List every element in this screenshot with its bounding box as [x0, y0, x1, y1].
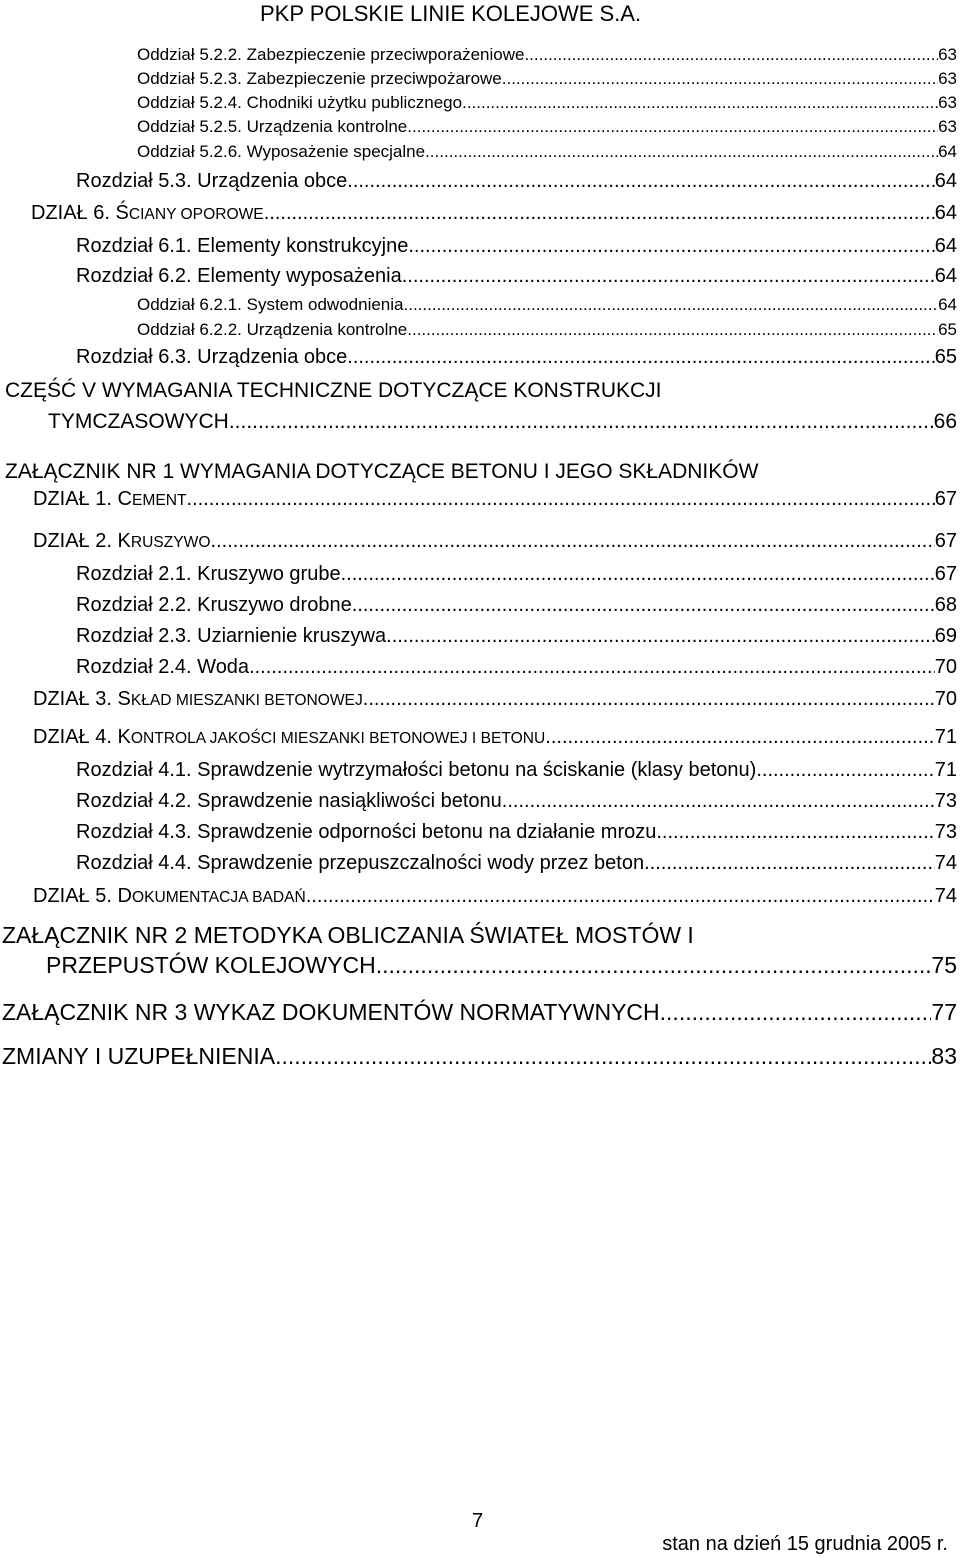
leader-dots: [187, 486, 935, 512]
toc-entry-title: Rozdział 4.3. Sprawdzenie odporności betonu na działanie mrozu: [76, 821, 657, 843]
toc-entry-page: 71: [934, 759, 957, 781]
toc-entry-title: Rozdział 4.2. Sprawdzenie nasiąkliwości betonu: [76, 790, 502, 812]
toc-entry-title: DZIAŁ 3. SKŁAD MIESZANKI BETONOWEJ: [33, 688, 363, 710]
toc-entry-page: 64: [938, 142, 957, 161]
toc-entry[interactable]: [33, 686, 957, 714]
toc-entry[interactable]: [137, 141, 957, 163]
toc-entry-title: TYMCZASOWYCH: [48, 410, 229, 433]
leader-dots: [407, 319, 938, 341]
toc-entry-page: 70: [934, 656, 957, 678]
toc-entry-page: 77: [931, 999, 957, 1025]
toc-entry[interactable]: [76, 592, 957, 618]
toc-entry-page: 73: [934, 821, 957, 843]
toc-entry[interactable]: [2, 1042, 957, 1070]
leader-dots: [264, 200, 935, 226]
toc-entry-page: 74: [934, 885, 957, 907]
toc-entry-page: 63: [938, 93, 957, 112]
toc-entry[interactable]: [137, 92, 957, 114]
toc-entry-title: DZIAŁ 2. KRUSZYWO: [33, 530, 211, 552]
toc-entry[interactable]: [137, 44, 957, 66]
toc-entry-title-line1: ZAŁĄCZNIK NR 1 WYMAGANIA DOTYCZĄCE BETONU I JEGO SKŁADNIKÓW: [5, 460, 759, 483]
toc-entry-page: 68: [934, 594, 957, 616]
leader-dots: [756, 757, 934, 783]
toc-entry-title: Rozdział 4.4. Sprawdzenie przepuszczalności wody przez beton: [76, 852, 645, 874]
toc-entry-title: Oddział 6.2.2. Urządzenia kontrolne: [137, 320, 408, 339]
leader-dots: [402, 263, 935, 289]
toc-entry[interactable]: [33, 528, 957, 556]
toc-entry-title-line1: CZĘŚĆ V WYMAGANIA TECHNICZNE DOTYCZĄCE KONSTRUKCJI: [5, 379, 662, 402]
toc-entry-title: Oddział 5.2.3. Zabezpieczenie przeciwpożarowe: [137, 69, 502, 88]
toc-entry-page: 64: [934, 170, 957, 192]
toc-entry-page: 63: [938, 69, 957, 88]
leader-dots: [660, 998, 932, 1026]
toc-entry-page: 64: [934, 202, 957, 224]
leader-dots: [545, 724, 934, 750]
leader-dots: [502, 68, 938, 90]
toc-entry[interactable]: [76, 263, 957, 289]
leader-dots: [376, 951, 932, 979]
toc-entry[interactable]: [31, 200, 957, 228]
toc-entry[interactable]: [76, 623, 957, 649]
toc-entry-page: 73: [934, 790, 957, 812]
leader-dots: [211, 528, 935, 554]
toc-entry[interactable]: [137, 294, 957, 316]
toc-entry-page: 67: [934, 530, 957, 552]
toc-entry-title: Oddział 5.2.5. Urządzenia kontrolne: [137, 117, 408, 136]
toc-entry-title: Rozdział 5.3. Urządzenia obce: [76, 170, 348, 192]
leader-dots: [386, 623, 935, 649]
toc-entry-page: 67: [934, 563, 957, 585]
toc-entry-page: 63: [938, 45, 957, 64]
toc-entry-page: 66: [933, 410, 957, 433]
leader-dots: [352, 592, 935, 618]
toc-entry-page: 69: [934, 625, 957, 647]
toc-entry[interactable]: [137, 319, 957, 341]
toc-entry[interactable]: [2, 998, 957, 1026]
toc-entry-title: Oddział 5.2.2. Zabezpieczenie przeciwporażeniowe: [137, 45, 525, 64]
toc-entry-page: 75: [931, 952, 957, 978]
leader-dots: [306, 883, 935, 909]
toc-entry-title: DZIAŁ 1. CEMENT: [33, 488, 187, 510]
toc-entry[interactable]: [76, 654, 957, 680]
leader-dots: [462, 92, 938, 114]
toc-entry[interactable]: [33, 724, 957, 752]
toc-entry-title: Rozdział 6.2. Elementy wyposażenia: [76, 265, 402, 287]
toc-entry[interactable]: [76, 819, 957, 845]
toc-entry[interactable]: [76, 168, 957, 194]
toc-entry[interactable]: [76, 561, 957, 587]
leader-dots: [644, 850, 935, 876]
toc-entry-title: DZIAŁ 6. ŚCIANY OPOROWE: [31, 202, 264, 224]
page-number: 7: [472, 1510, 484, 1532]
toc-entry-page: 71: [934, 726, 957, 748]
leader-dots: [363, 686, 935, 712]
toc-entry-title: Rozdział 6.3. Urządzenia obce: [76, 346, 348, 368]
toc-entry-title: Oddział 6.2.1. System odwodnienia: [137, 295, 404, 314]
leader-dots: [404, 294, 939, 316]
toc-entry-title: DZIAŁ 5. DOKUMENTACJA BADAŃ: [33, 885, 306, 907]
toc-entry-title: Rozdział 2.1. Kruszywo grube: [76, 563, 341, 585]
toc-entry-page: 64: [934, 265, 957, 287]
toc-entry[interactable]: [76, 788, 957, 814]
toc-entry-title: Rozdział 4.1. Sprawdzenie wytrzymałości betonu na ściskanie (klasy betonu): [76, 759, 757, 781]
toc-entry-page: 64: [938, 295, 957, 314]
leader-dots: [347, 344, 934, 370]
toc-entry-page: 74: [934, 852, 957, 874]
document-header: PKP POLSKIE LINIE KOLEJOWE S.A.: [260, 1, 642, 26]
toc-entry-page: 65: [938, 320, 957, 339]
toc-entry-page: 64: [934, 235, 957, 257]
leader-dots: [275, 1042, 931, 1070]
toc-entry-title: Oddział 5.2.4. Chodniki użytku publicznego: [137, 93, 463, 112]
toc-entry[interactable]: [76, 344, 957, 370]
toc-entry[interactable]: [33, 883, 957, 911]
toc-entry[interactable]: [48, 409, 957, 435]
toc-entry-title: ZMIANY I UZUPEŁNIENIA: [2, 1043, 276, 1069]
toc-entry[interactable]: [76, 850, 957, 876]
toc-entry-title: ZAŁĄCZNIK NR 3 WYKAZ DOKUMENTÓW NORMATYWNYCH: [2, 999, 660, 1025]
toc-entry-title: Rozdział 2.2. Kruszywo drobne: [76, 594, 352, 616]
toc-entry[interactable]: [76, 233, 957, 259]
toc-entry[interactable]: [76, 757, 957, 783]
toc-entry-title: DZIAŁ 4. KONTROLA JAKOŚCI MIESZANKI BETONOWEJ I BETONU: [33, 726, 546, 748]
toc-entry-title-line1: ZAŁĄCZNIK NR 2 METODYKA OBLICZANIA ŚWIATEŁ MOSTÓW I: [2, 922, 694, 948]
toc-entry-title: Rozdział 2.4. Woda: [76, 656, 250, 678]
toc-entry[interactable]: [137, 68, 957, 90]
toc-entry[interactable]: [137, 116, 957, 138]
toc-entry-title: Rozdział 2.3. Uziarnienie kruszywa: [76, 625, 387, 647]
toc-entry-page: 67: [934, 488, 957, 510]
leader-dots: [408, 233, 934, 259]
toc-entry[interactable]: [46, 951, 957, 979]
revision-date: stan na dzień 15 grudnia 2005 r.: [662, 1533, 948, 1555]
toc-entry-title: Rozdział 6.1. Elementy konstrukcyjne: [76, 235, 409, 257]
toc-entry-page: 65: [934, 346, 957, 368]
leader-dots: [656, 819, 934, 845]
leader-dots: [229, 409, 934, 435]
leader-dots: [502, 788, 935, 814]
leader-dots: [425, 141, 938, 163]
toc-entry-page: 83: [931, 1043, 957, 1069]
toc-entry-page: 63: [938, 117, 957, 136]
leader-dots: [524, 44, 938, 66]
toc-entry-page: 70: [934, 688, 957, 710]
leader-dots: [407, 116, 938, 138]
leader-dots: [249, 654, 935, 680]
leader-dots: [347, 168, 934, 194]
leader-dots: [341, 561, 935, 587]
toc-entry-title: Oddział 5.2.6. Wyposażenie specjalne: [137, 142, 426, 161]
toc-entry-title: PRZEPUSTÓW KOLEJOWYCH: [46, 952, 376, 978]
toc-entry[interactable]: [33, 486, 957, 514]
